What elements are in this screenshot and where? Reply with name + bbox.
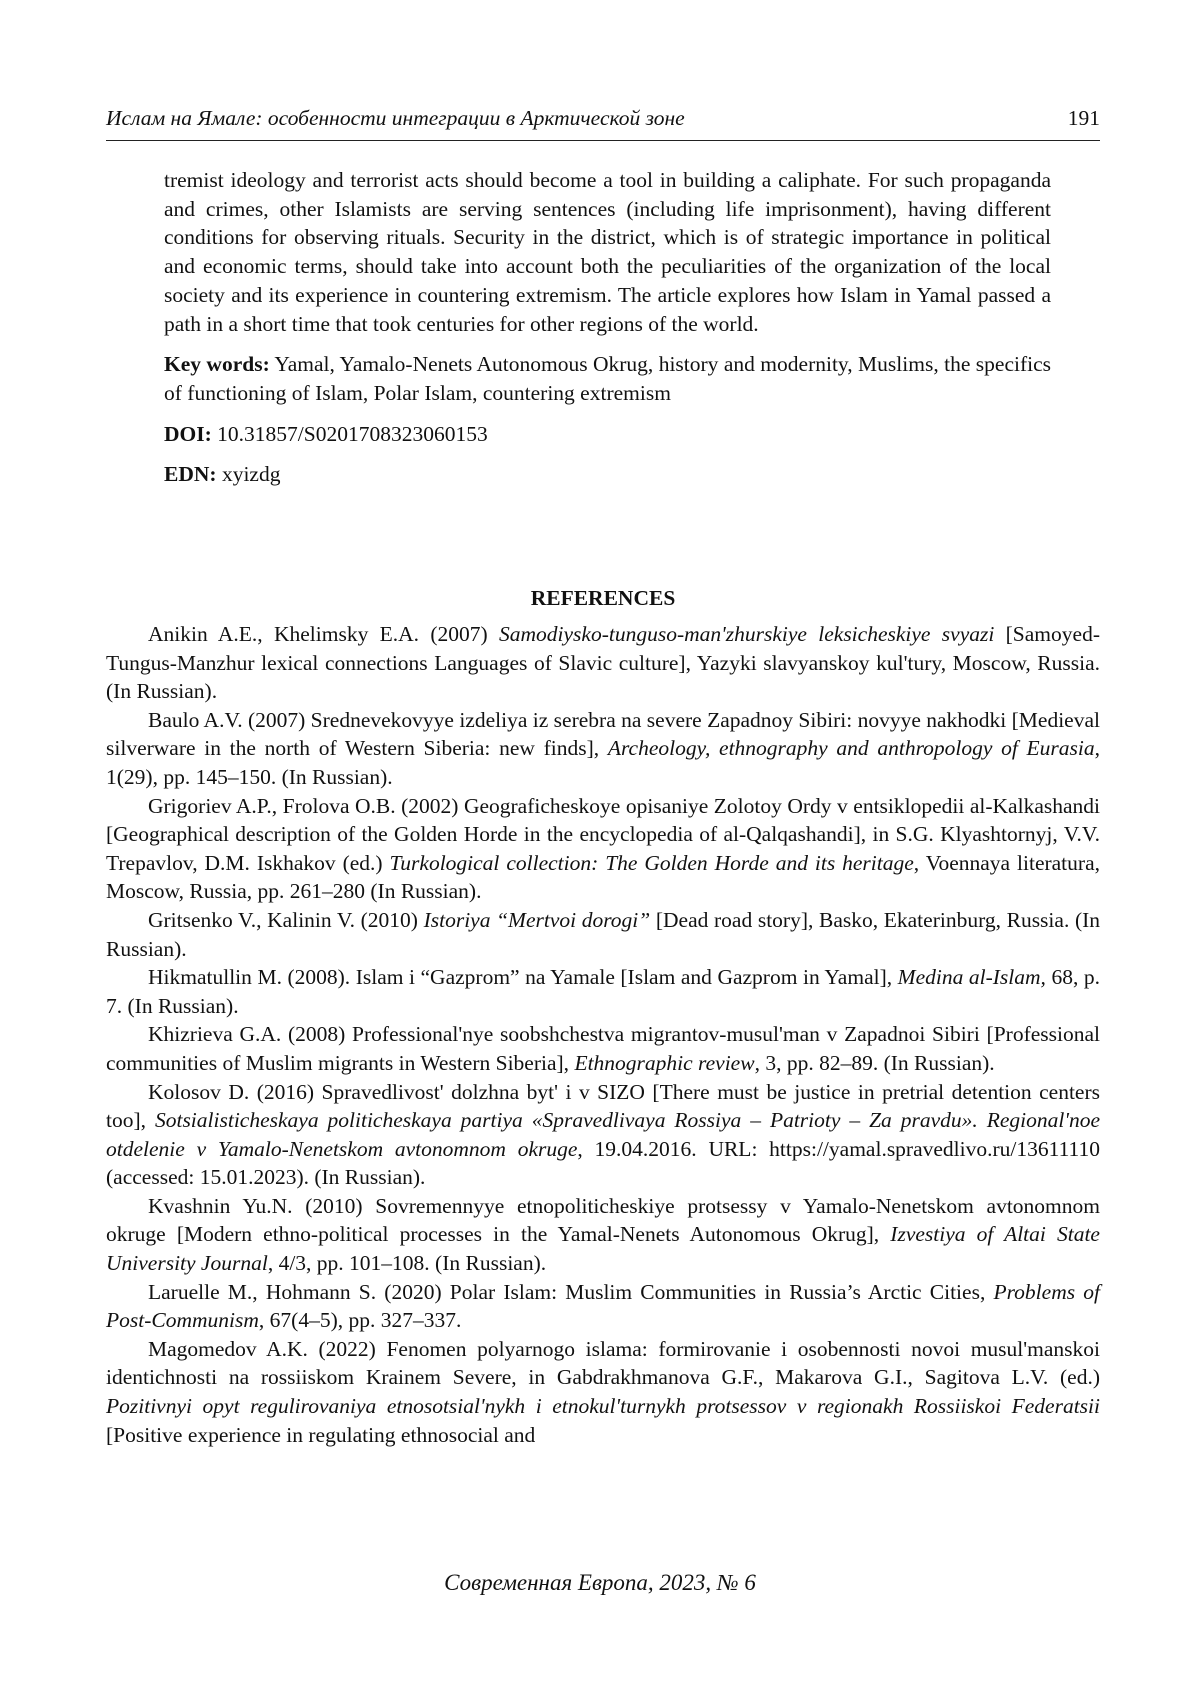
- abstract-block: [164, 166, 1051, 501]
- doi-label: DOI:: [164, 421, 212, 446]
- reference-item: [106, 1078, 1100, 1192]
- reference-item: [106, 792, 1100, 906]
- ref-text: Anikin A.E., Khelimsky E.A. (2007): [148, 622, 499, 646]
- running-header: [106, 106, 1100, 141]
- reference-item: [106, 706, 1100, 792]
- ref-text: Hikmatullin M. (2008). Islam i “Gazprom” na Yamale [Islam and Gazprom in Yamal],: [148, 965, 898, 990]
- ref-text: [Dead road story], Basko, Ekaterinburg, Russia. (In Russian).: [106, 907, 1101, 961]
- ref-title-italic: Pozitivnyi opyt regulirovaniya etnosotsial'nykh i etnokul'turnykh protsessov v regionakh Rossiiskoi Federatsii: [106, 1394, 1100, 1419]
- ref-title-italic: Medina al-Islam,: [897, 965, 1046, 990]
- doi-line: [164, 420, 1051, 449]
- ref-text: , 3, pp. 82–89. (In Russian).: [754, 1050, 995, 1075]
- ref-title-italic: Turkological collection: The Golden Horde and its heritage: [389, 850, 914, 875]
- ref-title-italic: Izvestiya of Altai State University Journal: [106, 1222, 1100, 1276]
- doi-value: 10.31857/S0201708323060153: [217, 421, 488, 446]
- reference-item: [106, 1278, 1100, 1335]
- ref-text: Kvashnin Yu.N. (2010) Sovremennyye etnopoliticheskiye protsessy v Yamalo-Nenetskom avtonomnom okruge [Modern ethno-political processes in the Yamal-Nenets Autonomous Okrug],: [106, 1193, 1100, 1247]
- running-title: Ислам на Ямале: особенности интеграции в Арктической зоне: [106, 106, 685, 130]
- ref-title-italic: Archeology, ethnography and anthropology of Eurasia: [607, 736, 1095, 761]
- ref-text: Khizrieva G.A. (2008) Professional'nye soobshchestva migrantov-musul'man v Zapadnoi Sibiri [Professional communities of Muslim migrants in Western Siberia],: [106, 1022, 1100, 1075]
- reference-item: [106, 620, 1100, 706]
- reference-item: [106, 906, 1100, 963]
- keywords-label: Key words:: [164, 352, 270, 377]
- reference-item: [106, 1020, 1100, 1077]
- ref-text: , 1(29), pp. 145–150. (In Russian).: [106, 736, 1100, 789]
- ref-title-italic: Ethnographic review: [574, 1050, 755, 1075]
- ref-text: Magomedov A.K. (2022) Fenomen polyarnogo islama: formirovanie i osobennosti novoi musul'manskoi identichnosti na rossiiskom Krainem Severe, in Gabdrakhmanova G.F., Makarova G.I., Sagitova L.V. (ed.): [106, 1336, 1100, 1390]
- reference-item: [106, 963, 1100, 1020]
- ref-text: , 67(4–5), pp. 327–337.: [258, 1308, 462, 1333]
- reference-item: [106, 1192, 1100, 1278]
- edn-value: xyizdg: [221, 462, 281, 487]
- keywords-line: [164, 350, 1051, 407]
- ref-text: Grigoriev A.P., Frolova O.B. (2002) Geograficheskoye opisaniye Zolotoy Ordy v entsiklopedii al-Kalkashandi [Geographical description of the Golden Horde in the encyclopedia of al-Qalqashandi], in S.G. Klyashtornyj, V.V. Trepavlov, D.M. Iskhakov (ed.): [106, 793, 1100, 875]
- ref-text: [Samoyed-Tungus-Manzhur lexical connections Languages of Slavic culture], Yazyki slavyanskoy kul'tury, Moscow, Russia. (In Russian).: [106, 622, 1100, 704]
- references-list: [106, 620, 1100, 1449]
- references-heading: REFERENCES: [530, 586, 676, 610]
- ref-text: Baulo A.V. (2007) Srednevekovyye izdeliya iz serebra na severe Zapadnoy Sibiri: novyye nakhodki [Medieval silverware in the north of Western Siberia: new finds],: [106, 707, 1100, 761]
- ref-title-italic: Istoriya “Mertvoi dorogi”: [423, 907, 651, 932]
- ref-text: Kolosov D. (2016) Spravedlivost' dolzhna byt' i v SIZO [There must be justice in pretrial detention centers too],: [106, 1079, 1100, 1133]
- ref-text: [Positive experience in regulating ethnosocial and: [106, 1422, 536, 1447]
- reference-item: [106, 1335, 1100, 1449]
- ref-text: , 4/3, pp. 101–108. (In Russian).: [267, 1251, 547, 1276]
- keywords-value: Yamal, Yamalo-Nenets Autonomous Okrug, history and modernity, Muslims, the specifics of functioning of Islam, Polar Islam, countering extremism: [164, 352, 1052, 405]
- ref-title-italic: Problems of Post-Communism: [106, 1279, 1100, 1333]
- ref-text: Gritsenko V., Kalinin V. (2010): [148, 907, 424, 932]
- journal-footer: Современная Европа, 2023, № 6: [444, 1570, 756, 1595]
- ref-title-italic: Samodiysko-tunguso-man'zhurskiye leksicheskiye svyazi: [499, 622, 995, 646]
- ref-text: , Voennaya literatura, Moscow, Russia, pp. 261–280 (In Russian).: [106, 850, 1100, 904]
- edn-label: EDN:: [164, 462, 217, 487]
- abstract-text: tremist ideology and terrorist acts should become a tool in building a caliphate. For such propaganda and crimes, other Islamists are serving sentences (including life imprisonment), having different conditions for observing rituals. Security in the district, which is of strategic importance in political and economic terms, should take into account both the peculiarities of the organization of the local society and its experience in countering extremism. The article explores how Islam in Yamal passed a path in a short time that took centuries for other regions of the world.: [164, 168, 1051, 336]
- ref-text: , 19.04.2016. URL: https://yamal.spravedlivo.ru/13611110 (accessed: 15.01.2023). (In Russian).: [106, 1136, 1100, 1190]
- ref-text: 68, p. 7. (In Russian).: [106, 965, 1100, 1018]
- page-number: 191: [1067, 106, 1100, 130]
- edn-line: [164, 460, 1051, 489]
- ref-text: Laruelle M., Hohmann S. (2020) Polar Islam: Muslim Communities in Russia’s Arctic Cities,: [148, 1279, 994, 1304]
- ref-title-italic: Sotsialisticheskaya politicheskaya partiya «Spravedlivaya Rossiya – Patrioty – Za pravdu». Regional'noe otdelenie v Yamalo-Nenetskom avtonomnom okruge: [106, 1108, 1100, 1161]
